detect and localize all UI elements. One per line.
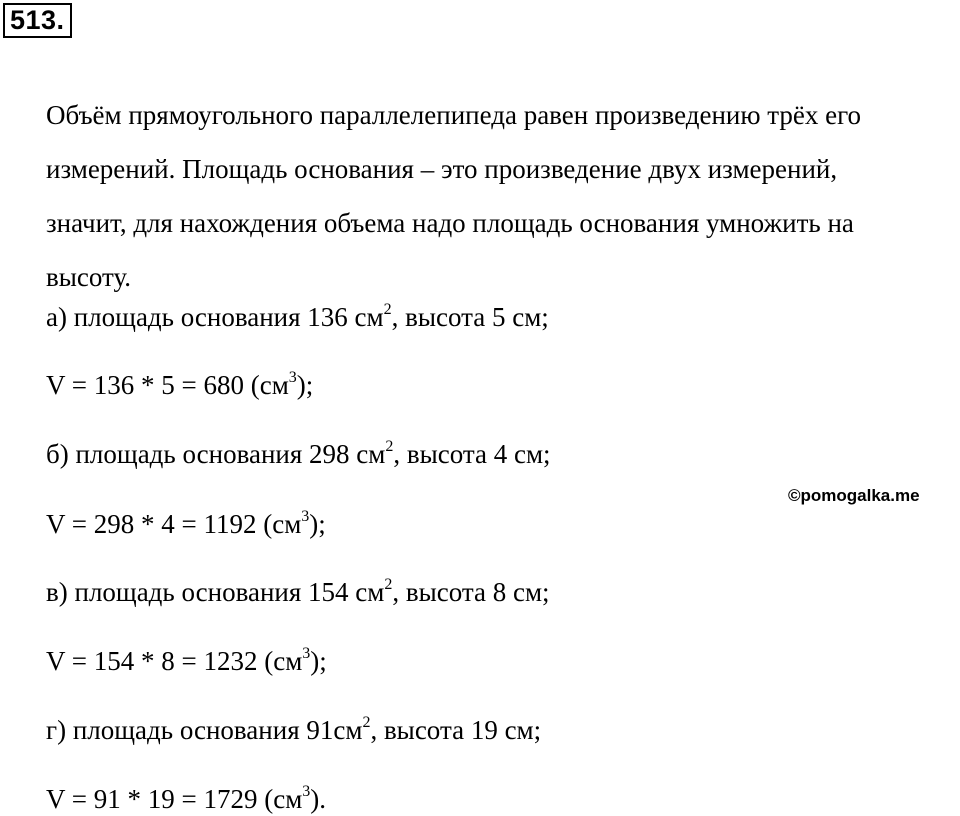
exponent: 2 [362,714,371,731]
condition-text: , высота 5 см; [391,302,549,332]
condition-text: , высота 19 см; [370,715,542,745]
condition-text: , высота 4 см; [393,439,551,469]
calculation-text: V = 154 * 8 = 1232 (см [46,646,303,676]
exponent: 3 [301,508,310,525]
calculation-text: ); [296,370,314,400]
exponent: 3 [302,783,311,800]
calculation-text: ); [309,509,326,539]
watermark: ©pomogalka.me [788,486,920,505]
part-b-calculation [46,507,326,541]
condition-text: б) площадь основания 298 см [46,439,386,469]
exponent: 3 [288,369,297,386]
exponent: 3 [302,645,311,662]
condition-text: а) площадь основания 136 см [46,302,384,332]
intro-paragraph [46,88,958,304]
intro-line: высоту. [46,262,132,292]
calculation-text: V = 91 * 19 = 1729 (см [46,784,303,814]
part-a-condition [46,300,549,334]
part-b-condition [46,437,551,471]
part-c-condition [46,575,550,609]
calculation-text: V = 298 * 4 = 1192 (см [46,509,302,539]
intro-line: Объём прямоугольного параллелепипеда равен произведению трёх его [46,100,862,130]
exponent: 2 [383,301,392,318]
calculation-text: ); [310,646,327,676]
exponent: 2 [384,576,393,593]
part-d-calculation [46,782,326,816]
part-c-calculation [46,644,327,678]
calculation-text: ). [310,784,327,814]
condition-text: в) площадь основания 154 см [46,577,385,607]
condition-text: , высота 8 см; [392,577,550,607]
part-a-calculation [46,368,313,402]
part-d-condition [46,713,541,747]
intro-line: измерений. Площадь основания – это произведение двух измерений, [46,154,838,184]
condition-text: г) площадь основания 91см [46,715,363,745]
calculation-text: V = 136 * 5 = 680 (см [46,370,289,400]
exponent: 2 [385,438,394,455]
problem-number: 513. [3,3,72,38]
intro-line: значит, для нахождения объема надо площадь основания умножить на [46,208,854,238]
